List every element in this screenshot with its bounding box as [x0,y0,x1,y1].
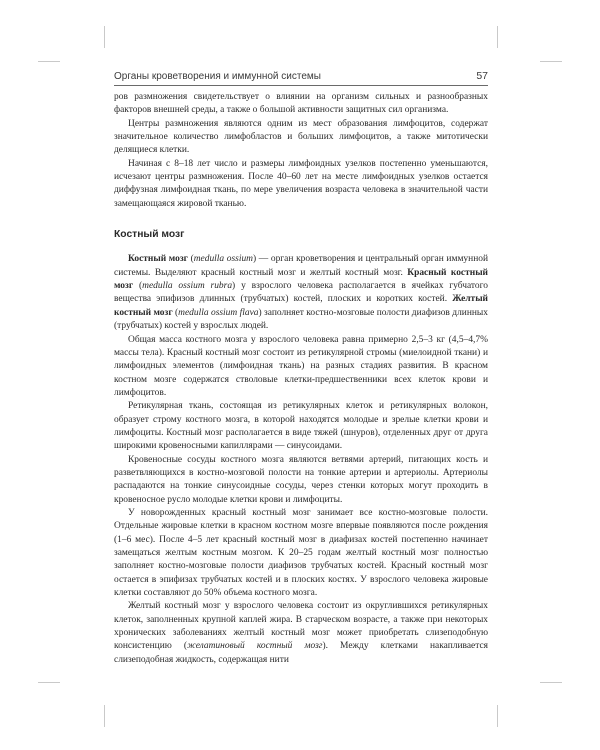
paragraph: Начиная с 8–18 лет число и размеры лимфоидных узелков постепенно уменьшаются, исчезают центры размножения. После 40–60 лет на месте лимфоидных узелков остается диффузная лимфоидная ткань, по мере увеличения возраста человека в значительной части замещающаяся жировой тканью. [114,158,488,209]
crop-mark-top-left-v [104,26,105,48]
latin-term: medulla ossium [193,254,253,265]
crop-mark-top-left-h [38,61,60,62]
paragraph-last: Желтый костный мозг у взрослого человека состоит из округлившихся ретикулярных клеток, заполненных крупной каплей жира. В старческом возрасте, а также при некоторых хронических заболеваниях желтый костный мозг может приобретать слизеподобную консистенцию (желатиновый костный мозг). Между клетками накапливается слизеподобная жидкость, содержащая нити [114,601,489,665]
crop-mark-bottom-left-h [38,682,60,683]
page-number: 57 [476,70,488,82]
paragraph: Кровеносные сосуды костного мозга являются ветвями артерий, питающих кость и разветвляющихся в костно-мозговой полости на тонкие артерии и артериолы. Артериолы распадаются на тонкие синусоидные сосуды, через стенки которых могут проходить в кровеносное русло молодые клетки крови и лимфоциты. [114,454,488,505]
term-gelatinous-marrow: желатиновый костный мозг [187,641,323,652]
term-red-marrow: Красный костный мозг [114,267,488,292]
paragraph: У новорожденных красный костный мозг занимает все костно-мозговые полости. Отдельные жировые клетки в красном костном мозге впервые появляются после рождения (1–6 мес). После 4–5 лет красный костный мозг в диафизах костей постепенно начинает замещаться желтым костным мозгом. К 20–25 годам желтый костный мозг полностью заполняет костно-мозговые полости диафизов трубчатых костей. Красный костный мозг остается в эпифизах трубчатых костей и в плоских костях. У взрослого человека жировые клетки составляют до 50% объема костного мозга. [114,507,488,599]
crop-mark-top-right-h [540,61,562,62]
term-bone-marrow: Костный мозг [128,254,188,265]
page-body [114,91,488,667]
latin-term: medulla ossium rubra [142,281,233,292]
crop-mark-bottom-right-v [497,705,498,727]
chapter-title: Органы кроветворения и иммунной системы [114,71,321,82]
crop-mark-bottom-right-h [540,682,562,683]
paragraph-continuation: ров размножения свидетельствует о влиянии на организм сильных и разнообразных факторов внешней среды, а также о большой активности защитных сил организма. [114,92,488,116]
crop-mark-top-right-v [497,26,498,48]
paragraph: Общая масса костного мозга у взрослого человека равна примерно 2,5–3 кг (4,5–4,7% массы тела). Красный костный мозг состоит из ретикулярной стромы (миелоидной ткани) и лимфоидных элементов (лимфоидная ткань) на разных стадиях развития. В красном костном мозге содержатся стволовые клетки-предшественники всех клеток крови и лимфоцитов. [114,334,488,398]
term-yellow-marrow: Желтый костный мозг [114,294,488,318]
paragraph: Центры размножения являются одним из мест образования лимфоцитов, содержат значительное количество лимфобластов и больших лимфоцитов, а также митотически делящиеся клетки. [114,118,488,156]
paragraph-intro: Костный мозг (medulla ossium) — орган кроветворения и центральный орган иммунной системы. Выделяют красный костный мозг и желтый костный мозг. Красный костный мозг (medulla ossium rubra) у взрослого человека располагается в ячейках губчатого вещества эпифизов длинных (трубчатых) костей, плоских и коротких костей. Желтый костный мозг (medulla ossium flava) заполняет костно-мозговые полости диафизов длинных (трубчатых) костей у взрослых людей. [114,254,489,332]
section-heading: Костный мозг [114,229,185,241]
paragraph: Ретикулярная ткань, состоящая из ретикулярных клеток и ретикулярных волокон, образует строму костного мозга, в которой находятся молодые и зрелые клетки крови и лимфоциты. Костный мозг располагается в виде тяжей (шнуров), отделенных друг от друга широкими кровеносными капиллярами — синусоидами. [114,401,488,452]
running-header [114,60,488,86]
crop-mark-bottom-left-v [104,705,105,727]
latin-term: medulla ossium flava [178,307,259,318]
